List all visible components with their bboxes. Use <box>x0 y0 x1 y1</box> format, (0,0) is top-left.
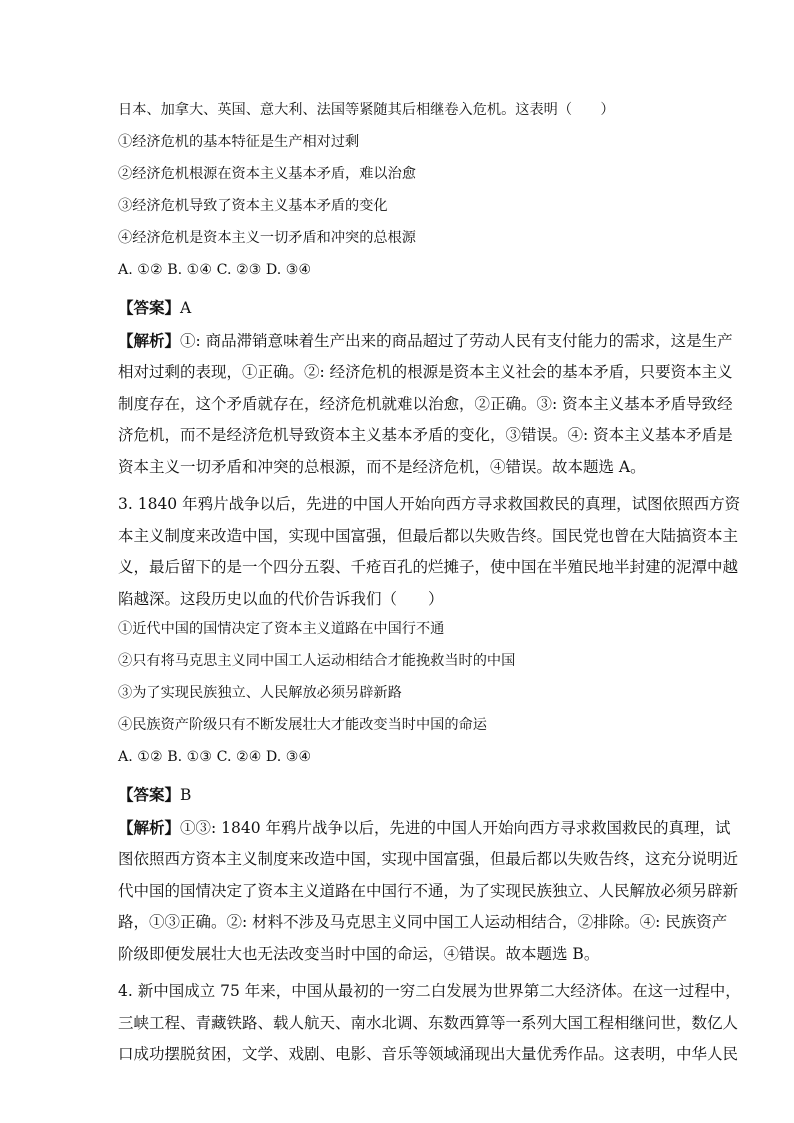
q3-analysis-line-2: 图依照西方资本主义制度来改造中国，实现中国富强，但最后都以失败告终，这充分说明近 <box>118 850 739 868</box>
q2-analysis-line-5: 资本主义一切矛盾和冲突的总根源，而不是经济危机，④错误。故本题选 A。 <box>118 457 646 476</box>
q4-stem <box>118 976 741 1071</box>
analysis-label: 【解析】 <box>118 817 181 837</box>
answer-label: 【答案】 <box>118 785 181 804</box>
q3-stem-line-3: 义，最后留下的是一个四分五裂、千疮百孔的烂摊子，使中国在半殖民地半封建的泥潭中越 <box>118 558 739 576</box>
q3-option-2: ②只有将马克思主义同中国工人运动相结合才能挽救当时的中国 <box>118 653 516 669</box>
q3-stem <box>118 489 741 615</box>
q2-analysis-line-2: 相对过剩的表现，①正确。②: 经济危机的根源是资本主义社会的基本矛盾，只要资本主义 <box>118 363 733 381</box>
q3-analysis-line-4: 路，①③正确。②: 材料不涉及马克思主义同中国工人运动相结合，②排除。④: 民族资产 <box>118 913 728 931</box>
q2-analysis-line-3: 制度存在，这个矛盾就存在，经济危机就难以治愈，②正确。③: 资本主义基本矛盾导致经 <box>118 394 733 413</box>
q3-stem-line-1: 3. 1840 年鸦片战争以后，先进的中国人开始向西方寻求救国救民的真理，试图依照西方资 <box>118 495 741 513</box>
q4-stem-line-3: 口成功摆脱贫困，文学、戏剧、电影、音乐等领域涌现出大量优秀作品。这表明，中华人民 <box>118 1045 739 1063</box>
q3-analysis <box>118 812 739 971</box>
q2-choices: A. ①② B. ①④ C. ②③ D. ③④ <box>118 262 312 278</box>
answer-value: B <box>180 786 192 804</box>
q2-option-3: ③经济危机导致了资本主义基本矛盾的变化 <box>118 198 388 214</box>
q3-choices: A. ①② B. ①③ C. ②④ D. ③④ <box>118 749 312 765</box>
q3-analysis-text-1: ①③: 1840 年鸦片战争以后，先进的中国人开始向西方寻求救国救民的真理，试 <box>180 818 731 837</box>
q4-stem-line-2: 三峡工程、青藏铁路、载人航天、南水北调、东数西算等一系列大国工程相继问世，数亿人 <box>118 1013 739 1032</box>
q3-answer <box>118 779 678 812</box>
q3-option-1: ①近代中国的国情决定了资本主义道路在中国行不通 <box>118 621 445 637</box>
q3-analysis-line-5: 阶级即便发展壮大也无法改变当时中国的命运，④错误。故本题选 B。 <box>118 944 600 963</box>
q4-stem-line-1: 4. 新中国成立 75 年来，中国从最初的一穷二白发展为世界第二大经济体。在这一过程中， <box>118 982 741 1000</box>
q2-stem-tail: 日本、加拿大、英国、意大利、法国等紧随其后相继卷入危机。这表明（ ） <box>118 102 615 118</box>
answer-value: A <box>180 299 192 317</box>
q3-stem-line-4: 陷越深。这段历史以血的代价告诉我们（ ） <box>118 589 444 608</box>
q3-analysis-line-3: 代中国的国情决定了资本主义道路在中国行不通，为了实现民族独立、人民解放必须另辟新 <box>118 881 739 900</box>
q2-analysis-line-1 <box>118 325 733 358</box>
q2-analysis <box>118 325 733 484</box>
q2-option-4: ④经济危机是资本主义一切矛盾和冲突的总根源 <box>118 230 416 246</box>
q3-analysis-line-1 <box>118 812 731 845</box>
document-content <box>118 100 741 1071</box>
q3-option-4: ④民族资产阶级只有不断发展壮大才能改变当时中国的命运 <box>118 717 487 733</box>
analysis-label: 【解析】 <box>118 330 181 350</box>
q2-option-2: ②经济危机根源在资本主义基本矛盾，难以治愈 <box>118 166 416 182</box>
q3-option-3: ③为了实现民族独立、人民解放必须另辟新路 <box>118 685 402 701</box>
q2-analysis-text-1: ①: 商品滞销意味着生产出来的商品超过了劳动人民有支付能力的需求，这是生产 <box>180 331 733 350</box>
answer-label: 【答案】 <box>118 298 181 317</box>
q2-analysis-line-4: 济危机，而不是经济危机导致资本主义基本矛盾的变化，③错误。④: 资本主义基本矛盾是 <box>118 426 733 444</box>
q3-stem-line-2: 本主义制度来改造中国，实现中国富强，但最后都以失败告终。国民党也曾在大陆搞资本主 <box>118 526 739 545</box>
q2-option-1: ①经济危机的基本特征是生产相对过剩 <box>118 134 360 150</box>
q2-answer <box>118 292 678 325</box>
